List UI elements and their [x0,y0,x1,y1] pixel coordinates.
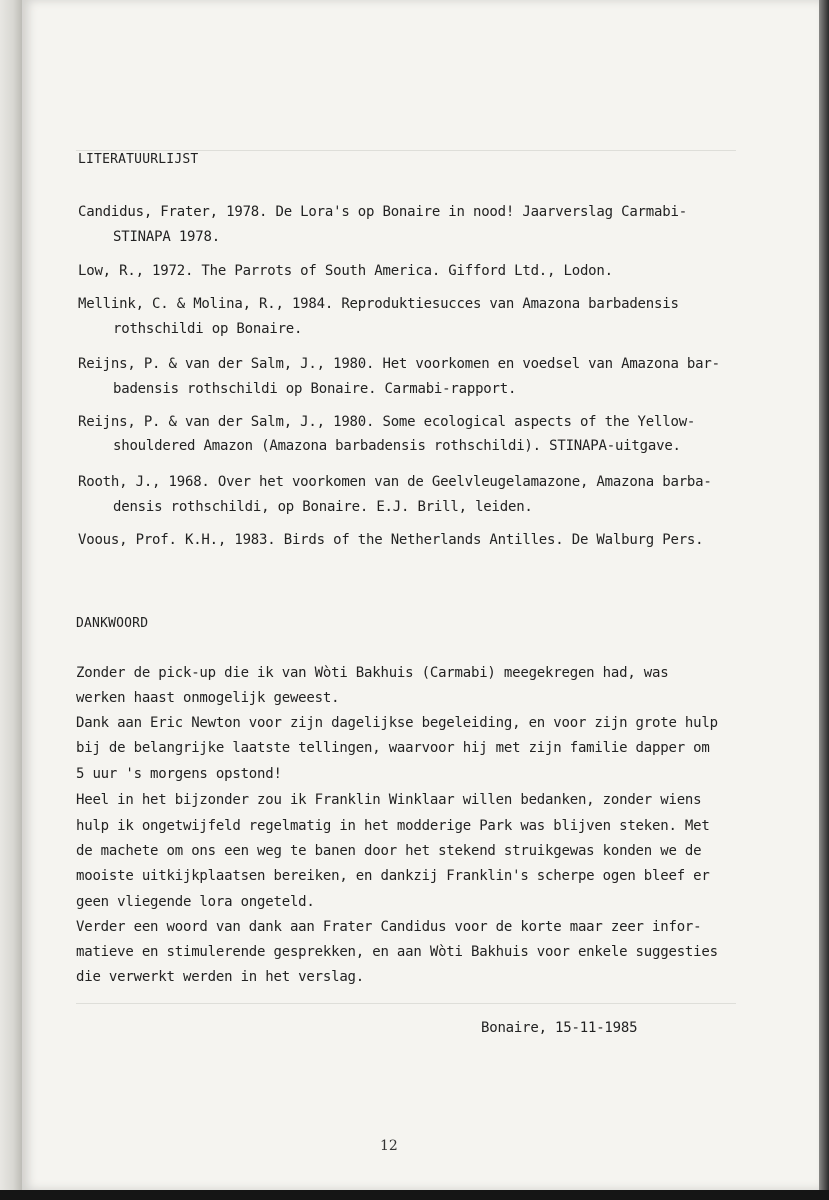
reference-entry-line: Reijns, P. & van der Salm, J., 1980. Het voorkomen en voedsel van Amazona bar- [78,356,720,372]
document-page [22,0,819,1190]
acknowledgement-line: bij de belangrijke laatste tellingen, waarvoor hij met zijn familie dapper om [76,740,710,756]
reference-entry-line: Voous, Prof. K.H., 1983. Birds of the Netherlands Antilles. De Walburg Pers. [78,532,704,548]
page-edge-right [819,0,829,1200]
reference-entry-line: rothschildi op Bonaire. [113,321,303,337]
reference-entry-line: shouldered Amazon (Amazona barbadensis rothschildi). STINAPA-uitgave. [113,438,681,454]
acknowledgement-line: matieve en stimulerende gesprekken, en aan Wòti Bakhuis voor enkele suggesties [76,944,718,960]
acknowledgement-line: die verwerkt werden in het verslag. [76,969,365,985]
place-date-signature: Bonaire, 15-11-1985 [481,1020,638,1036]
acknowledgement-line: werken haast onmogelijk geweest. [76,690,340,706]
acknowledgement-line: Heel in het bijzonder zou ik Franklin Winklaar willen bedanken, zonder wiens [76,792,702,808]
acknowledgement-line: mooiste uitkijkplaatsen bereiken, en dankzij Franklin's scherpe ogen bleef er [76,868,710,884]
acknowledgement-line: 5 uur 's morgens opstond! [76,766,282,782]
reference-entry-line: Mellink, C. & Molina, R., 1984. Reproduktiesucces van Amazona barbadensis [78,296,679,312]
acknowledgement-heading: DANKWOORD [76,616,149,631]
reference-entry-line: Rooth, J., 1968. Over het voorkomen van de Geelvleugelamazone, Amazona barba- [78,474,712,490]
page-number: 12 [380,1138,398,1154]
reference-entry-line: badensis rothschildi op Bonaire. Carmabi-rapport. [113,381,517,397]
acknowledgement-line: Dank aan Eric Newton voor zijn dagelijkse begeleiding, en voor zijn grote hulp [76,715,718,731]
acknowledgement-line: Verder een woord van dank aan Frater Candidus voor de korte maar zeer infor- [76,919,702,935]
reference-entry-line: STINAPA 1978. [113,229,220,245]
reference-entry-line: densis rothschildi, op Bonaire. E.J. Brill, leiden. [113,499,533,515]
page-bottom-edge [0,1190,829,1200]
reference-entry-line: Candidus, Frater, 1978. De Lora's op Bonaire in nood! Jaarverslag Carmabi- [78,204,687,220]
literature-heading: LITERATUURLIJST [78,152,199,167]
reference-entry-line: Low, R., 1972. The Parrots of South America. Gifford Ltd., Lodon. [78,263,613,279]
acknowledgement-line: geen vliegende lora ongeteld. [76,894,315,910]
bleed-through-rule [76,1003,736,1004]
reference-entry-line: Reijns, P. & van der Salm, J., 1980. Some ecological aspects of the Yellow- [78,414,696,430]
page-edge-left [0,0,22,1200]
acknowledgement-line: de machete om ons een weg te banen door het stekend struikgewas konden we de [76,843,702,859]
bleed-through-rule [76,150,736,151]
acknowledgement-line: Zonder de pick-up die ik van Wòti Bakhuis (Carmabi) meegekregen had, was [76,665,669,681]
acknowledgement-line: hulp ik ongetwijfeld regelmatig in het modderige Park was blijven steken. Met [76,818,710,834]
